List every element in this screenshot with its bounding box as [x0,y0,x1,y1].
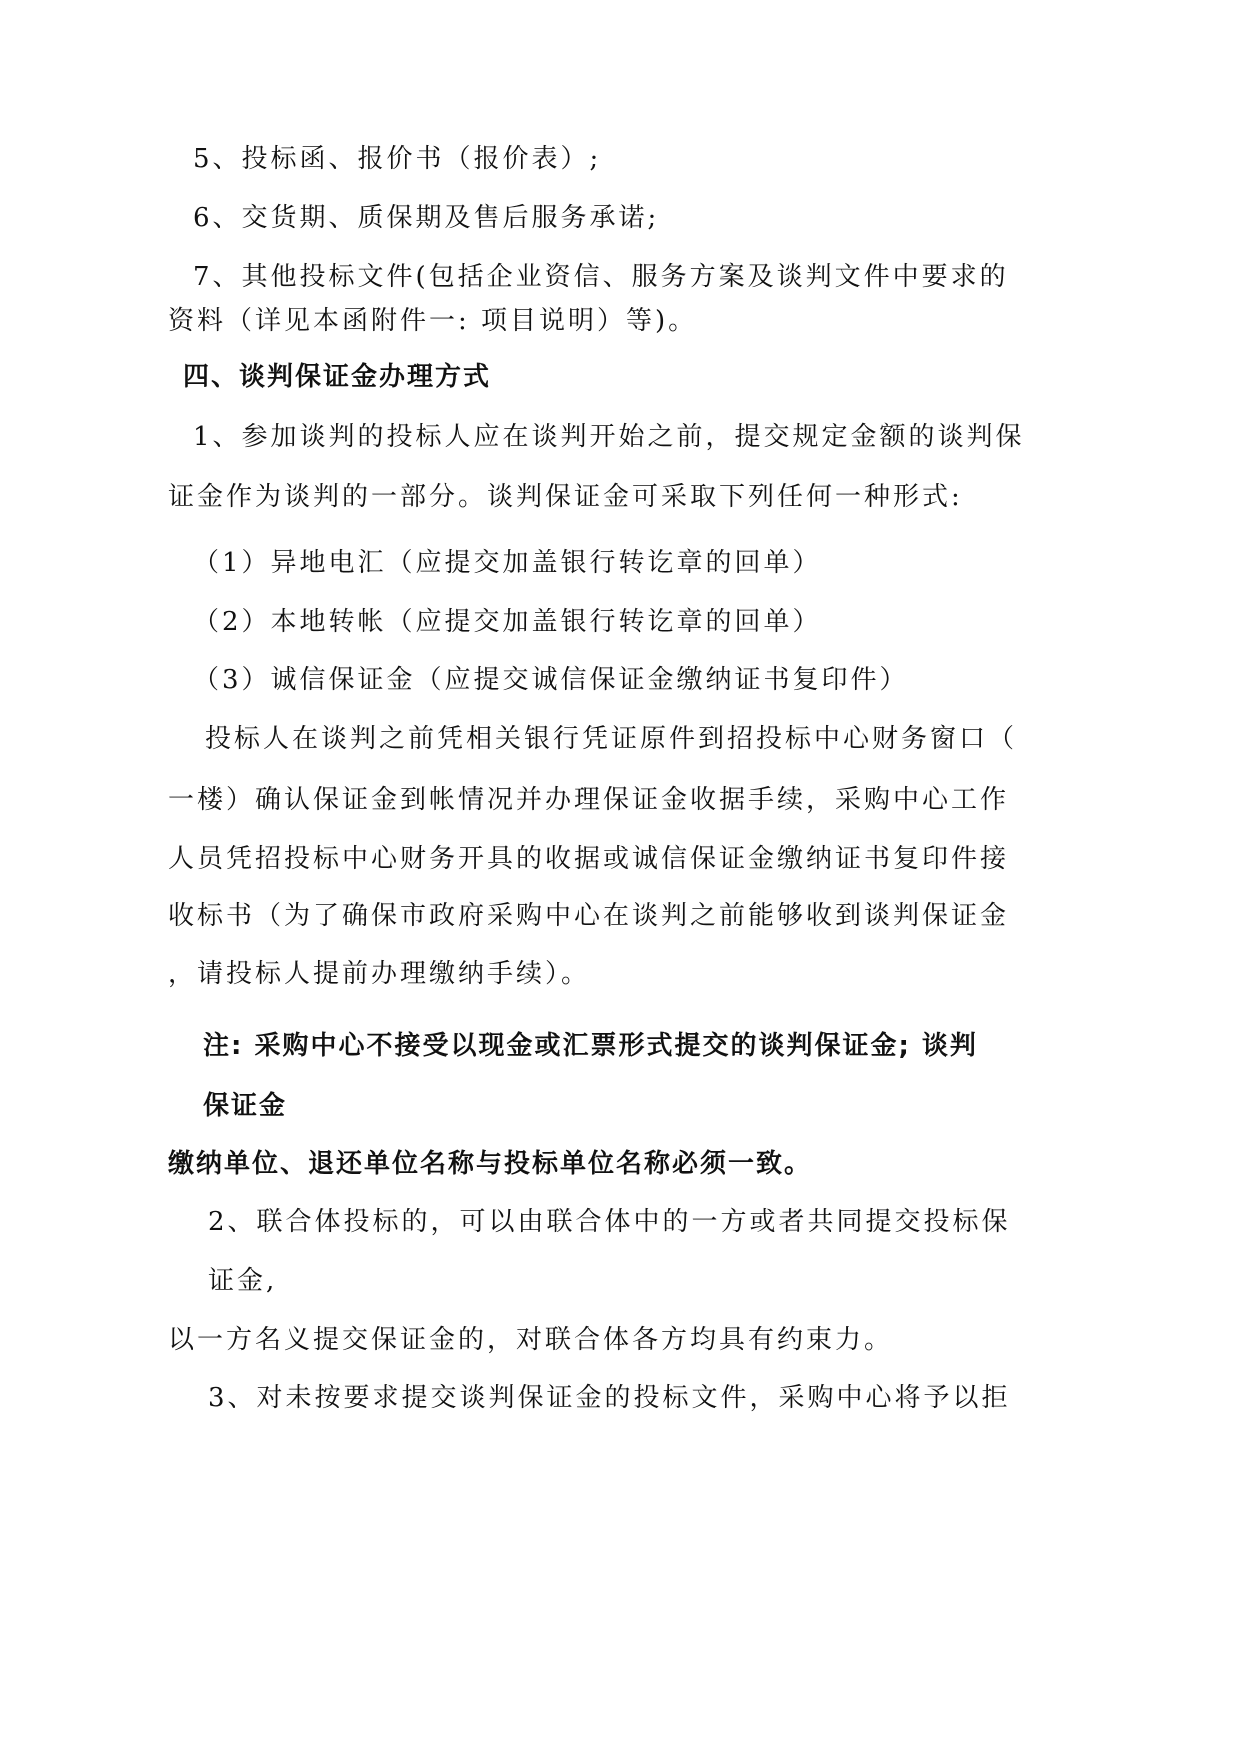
list-item-7: 7、其他投标文件(包括企业资信、服务方案及谈判文件中要求的 [193,262,1009,292]
option-2: （2）本地转帐（应提交加盖银行转讫章的回单） [193,607,822,637]
paragraph-2-line-5: ，请投标人提前办理缴纳手续）。 [168,959,591,989]
paragraph-3: 3、对未按要求提交谈判保证金的投标文件，采购中心将予以拒 [208,1383,1011,1413]
option-1: （1）异地电汇（应提交加盖银行转讫章的回单） [193,548,822,578]
section-heading-4: 四、谈判保证金办理方式 [183,362,492,392]
paragraph-consortium-line-2: 证金, [208,1266,278,1296]
paragraph-2-line-2: 一楼）确认保证金到帐情况并办理保证金收据手续，采购中心工作 [168,785,1010,815]
paragraph-consortium-line-3: 以一方名义提交保证金的，对联合体各方均具有约束力。 [168,1325,894,1355]
paragraph-1: 1、参加谈判的投标人应在谈判开始之前，提交规定金额的谈判保 [193,422,1025,452]
note-line-1: 注: 采购中心不接受以现金或汇票形式提交的谈判保证金; 谈判 [203,1031,978,1061]
paragraph-2-line-4: 收标书（为了确保市政府采购中心在谈判之前能够收到谈判保证金 [168,901,1010,931]
paragraph-2: 投标人在谈判之前凭相关银行凭证原件到招投标中心财务窗口（ [205,724,1018,754]
option-3: （3）诚信保证金（应提交诚信保证金缴纳证书复印件） [193,665,909,695]
paragraph-consortium: 2、联合体投标的，可以由联合体中的一方或者共同提交投标保 [208,1207,1011,1237]
note-line-2: 保证金 [203,1091,288,1121]
note-line-3: 缴纳单位、退还单位名称与投标单位名称必须一致。 [168,1149,813,1179]
paragraph-1-continued: 证金作为谈判的一部分。谈判保证金可采取下列任何一种形式: [168,482,963,512]
list-item-5: 5、投标函、报价书（报价表）; [193,144,602,174]
list-item-6: 6、交货期、质保期及售后服务承诺; [193,203,660,233]
paragraph-2-line-3: 人员凭招投标中心财务开具的收据或诚信保证金缴纳证书复印件接 [168,844,1010,874]
list-item-7-continued: 资料（详见本函附件一: 项目说明）等)。 [168,306,698,336]
